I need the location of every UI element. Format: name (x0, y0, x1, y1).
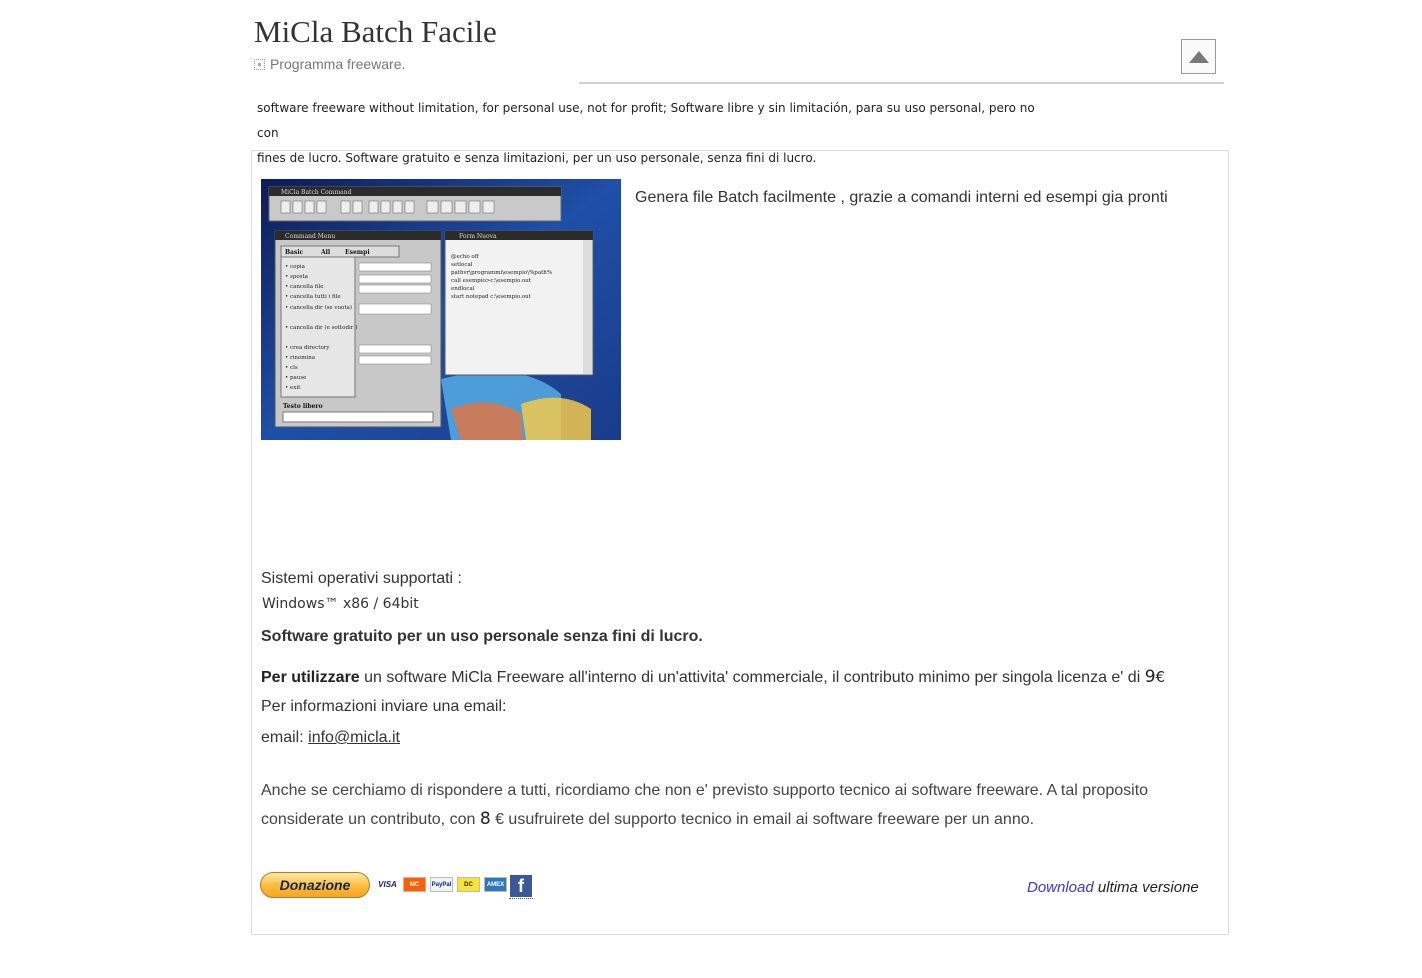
shot-code-2: setlocal (451, 262, 473, 268)
app-screenshot (261, 179, 621, 440)
usage-text: un software MiCla Freeware all'interno di un'attivita' commerciale, il contributo minimo per singola licenza e' di (359, 669, 1145, 686)
subtitle-text: Programma freeware. (270, 56, 406, 72)
shot-title: MiCla Batch Command (281, 189, 352, 196)
os-value: Windows™ x86 / 64bit (262, 596, 419, 612)
usage-info: Per informazioni inviare una email: (261, 698, 507, 715)
payment-cards (376, 877, 507, 892)
shot-cmd-2: • sposta (285, 274, 308, 280)
download-link[interactable]: Download (1027, 879, 1094, 896)
usage-bold: Per utilizzare (261, 669, 360, 686)
license-line-1: software freeware without limitation, for personal use, not for profit; Software libre y sin limitación, para su uso personal, pero no con (257, 101, 1035, 140)
support-paragraph (261, 776, 1221, 834)
bullet-icon (254, 59, 265, 70)
facebook-icon[interactable]: f (510, 875, 532, 897)
shot-cmd-10: • pause (285, 375, 307, 381)
discover-card-icon: DC (457, 877, 480, 892)
shot-cmd-11: • exit (285, 385, 301, 391)
shot-editor-title: Form Nuova (459, 233, 497, 240)
shot-menu-title: Command Menu (285, 233, 336, 240)
page-title: MiCla Batch Facile (254, 14, 497, 49)
support-price: 8 (479, 809, 491, 829)
shot-code-6: start notepad c:\esempio.out (451, 294, 531, 300)
shot-free-text: Testo libero (283, 403, 323, 410)
shot-code-5: endlocal (451, 286, 475, 292)
paypal-icon: PayPal (430, 877, 453, 892)
donate-button[interactable]: Donazione (260, 872, 370, 898)
shot-cmd-3: • cancella file (285, 284, 324, 290)
shot-tab-3: Esempi (345, 249, 370, 256)
support-text-2: € usufruirete del supporto tecnico in email ai software freeware per un anno. (490, 811, 1035, 828)
shot-tab-1: Basic (285, 249, 304, 256)
shot-code-4: call esempio>c:\esempio.out (451, 278, 532, 284)
mastercard-icon: MC (403, 877, 426, 892)
license-line-2: fines de lucro. Software gratuito e senza limitazioni, per un uso personale, senza fini di lucro. (257, 151, 817, 165)
email-link[interactable]: info@micla.it (308, 729, 400, 746)
facebook-underline (509, 898, 533, 899)
amex-card-icon: AMEX (484, 877, 507, 892)
email-label: email: (261, 729, 304, 746)
free-statement: Software gratuito per un uso personale senza fini di lucro. (261, 628, 703, 645)
support-text-1: Anche se cerchiamo di rispondere a tutti, ricordiamo che non e' previsto supporto tecnico ai software freeware. A tal proposito considerate un contributo, con (261, 782, 1149, 828)
arrow-up-icon (1189, 51, 1209, 63)
price-currency: € (1155, 668, 1166, 686)
email-line (261, 729, 400, 747)
shot-code-3: pathvr\programmi\esempio\%path% (451, 270, 553, 276)
product-tagline: Genera file Batch facilmente , grazie a comandi interni ed esempi gia pronti (635, 189, 1168, 206)
shot-cmd-1: • copia (285, 264, 305, 270)
os-label: Sistemi operativi supportati : (261, 570, 462, 587)
shot-cmd-8: • rinomina (285, 355, 316, 361)
shot-cmd-7: • crea directory (285, 345, 330, 351)
download-suffix: ultima versione (1093, 879, 1199, 896)
shot-code-1: @echo off (451, 254, 479, 260)
shot-cmd-5: • cancella dir (se vuota) (285, 305, 353, 311)
usage-paragraph (261, 663, 1221, 721)
download-line (1027, 879, 1199, 896)
visa-card-icon: VISA (376, 877, 399, 892)
shot-cmd-6: • cancella dir (e sottodir ) (285, 325, 358, 331)
header-divider (579, 82, 1224, 84)
shot-cmd-4: • cancella tutti i file (285, 294, 341, 300)
shot-tab-2: All (321, 249, 331, 256)
scroll-top-button[interactable] (1181, 39, 1216, 74)
app-screenshot-image (261, 179, 621, 440)
shot-cmd-9: • cls (285, 365, 298, 371)
license-price: 9 (1144, 667, 1156, 687)
page-subtitle (254, 56, 405, 72)
